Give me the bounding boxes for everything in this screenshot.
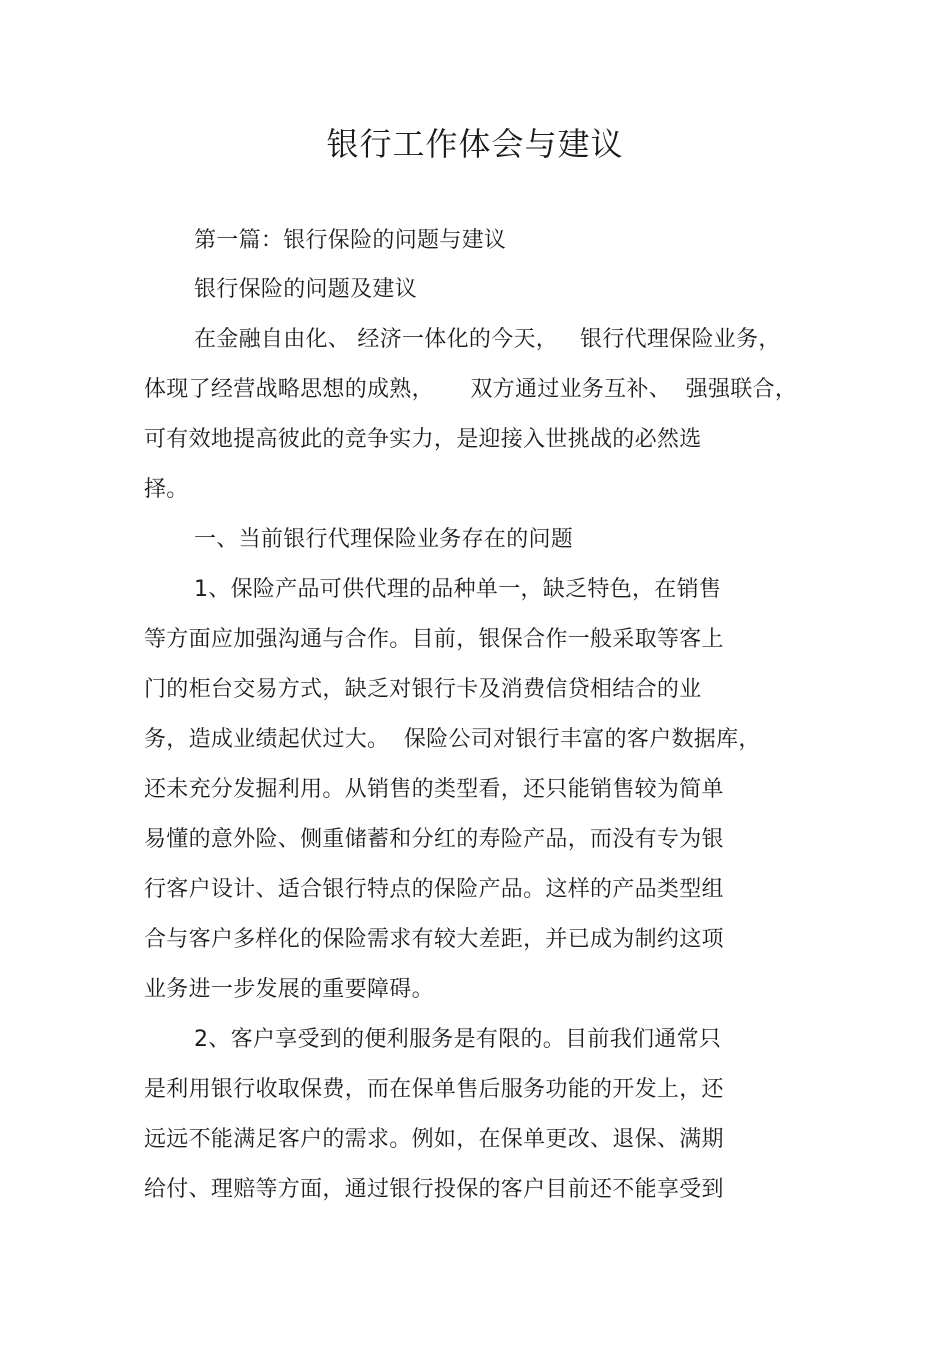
document-title: 银行工作体会与建议: [326, 125, 624, 163]
paragraph-line: 是利用银行收取保费，而在保单售后服务功能的开发上，还: [144, 1077, 724, 1102]
paragraph-line: 还未充分发掘利用。从销售的类型看，还只能销售较为简单: [144, 777, 724, 802]
paragraph-line: 给付、理赔等方面，通过银行投保的客户目前还不能享受到: [144, 1177, 724, 1202]
paragraph-line: 门的柜台交易方式，缺乏对银行卡及消费信贷相结合的业: [144, 677, 702, 702]
paragraph-line: 行客户设计、适合银行特点的保险产品。这样的产品类型组: [144, 877, 724, 902]
paragraph-line: 业务进一步发展的重要障碍。: [144, 977, 434, 1002]
section-subtitle: 银行保险的问题及建议: [194, 277, 418, 302]
paragraph-line: 易懂的意外险、侧重储蓄和分红的寿险产品，而没有专为银: [144, 827, 724, 852]
paragraph-line: 等方面应加强沟通与合作。目前，银保合作一般采取等客上: [144, 627, 724, 652]
section-heading: 一、当前银行代理保险业务存在的问题: [194, 527, 574, 552]
paragraph-line: 2、客户享受到的便利服务是有限的。目前我们通常只: [194, 1027, 722, 1052]
paragraph-line: 合与客户多样化的保险需求有较大差距，并已成为制约这项: [144, 927, 724, 952]
chapter-heading: 第一篇：银行保险的问题与建议: [194, 228, 507, 253]
paragraph-line: 体现了经营战略思想的成熟， 双方通过业务互补、 强强联合，: [144, 377, 798, 402]
paragraph-line: 务，造成业绩起伏过大。 保险公司对银行丰富的客户数据库，: [144, 727, 761, 752]
paragraph-line: 在金融自由化、 经济一体化的今天， 银行代理保险业务，: [194, 327, 781, 352]
paragraph-line: 择。: [144, 477, 189, 502]
paragraph-line: 可有效地提高彼此的竞争实力，是迎接入世挑战的必然选: [144, 427, 702, 452]
paragraph-line: 1、保险产品可供代理的品种单一，缺乏特色，在销售: [194, 577, 722, 602]
paragraph-line: 远远不能满足客户的需求。例如，在保单更改、退保、满期: [144, 1127, 724, 1152]
